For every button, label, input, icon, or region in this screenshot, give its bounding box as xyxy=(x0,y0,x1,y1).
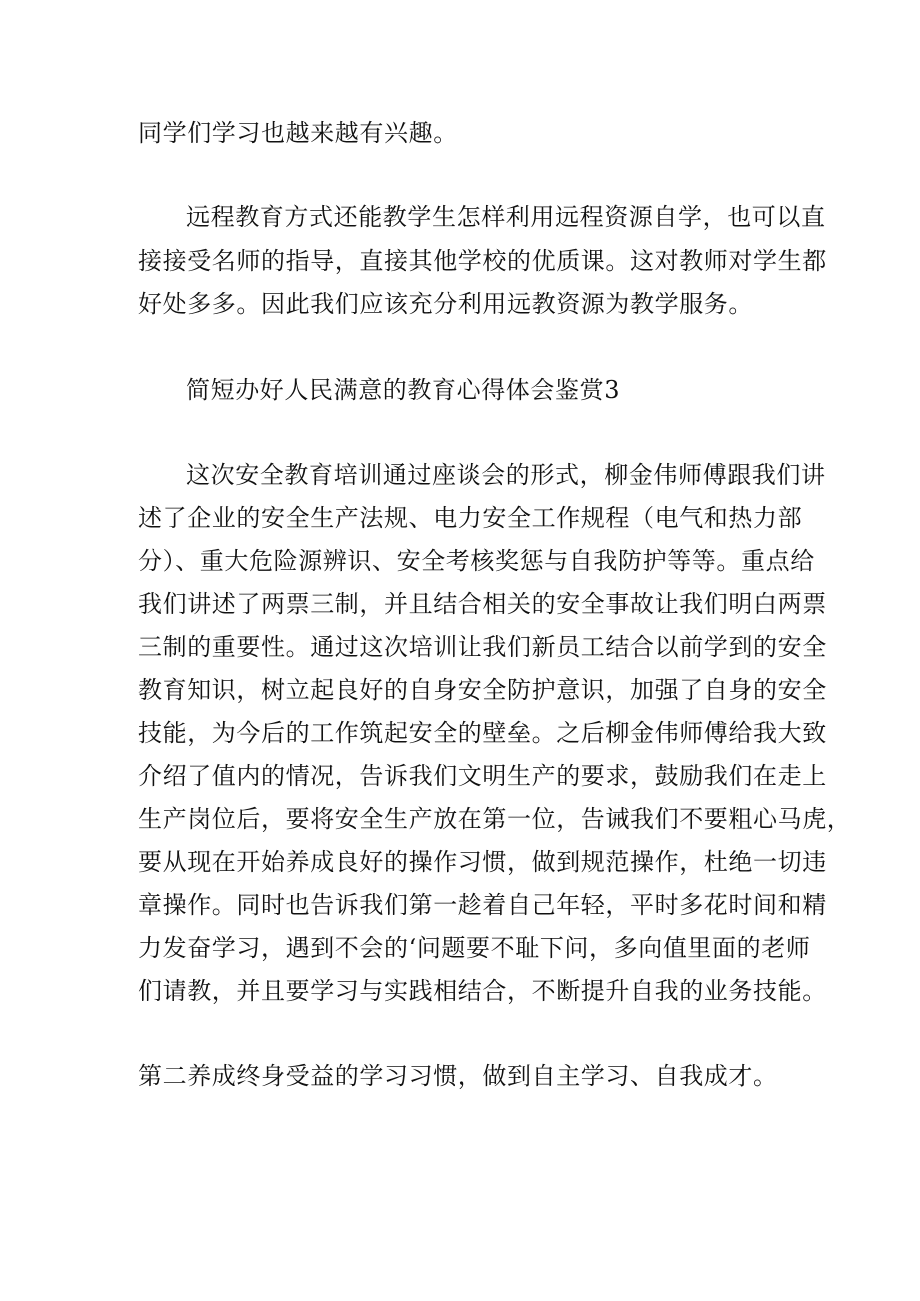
paragraph-line: 教育知识，树立起良好的自身安全防护意识，加强了自身的安全 xyxy=(138,676,827,704)
paragraph-line: 要从现在开始养成良好的操作习惯，做到规范操作，杜绝一切违 xyxy=(138,848,827,876)
paragraph-line: 好处多多。因此我们应该充分利用远教资源为教学服务。 xyxy=(138,290,753,318)
paragraph-line: 三制的重要性。通过这次培训让我们新员工结合以前学到的安全 xyxy=(138,633,827,661)
paragraph-line: 生产岗位后，要将安全生产放在第一位，告诫我们不要粗心马虎， xyxy=(138,805,852,833)
paragraph-line: 接接受名师的指导，直接其他学校的优质课。这对教师对学生都 xyxy=(138,247,827,275)
paragraph-line: 章操作。同时也告诉我们第一趁着自己年轻，平时多花时间和精 xyxy=(138,891,827,919)
paragraph-line: 述了企业的安全生产法规、电力安全工作规程（电气和热力部 xyxy=(138,504,803,532)
paragraph-line: 介绍了值内的情况，告诉我们文明生产的要求，鼓励我们在走上 xyxy=(138,762,827,790)
section-heading: 简短办好人民满意的教育心得体会鉴赏3 xyxy=(186,376,621,404)
paragraph-line: 这次安全教育培训通过座谈会的形式，柳金伟师傅跟我们讲 xyxy=(186,461,826,489)
paragraph-line: 技能，为今后的工作筑起安全的壁垒。之后柳金伟师傅给我大致 xyxy=(138,719,827,747)
paragraph-line: 力发奋学习，遇到不会的‘问题要不耻下问，多向值里面的老师 xyxy=(138,934,811,962)
paragraph-line: 同学们学习也越来越有兴趣。 xyxy=(138,119,458,147)
paragraph-line: 们请教，并且要学习与实践相结合，不断提升自我的业务技能。 xyxy=(138,977,827,1005)
paragraph-line: 我们讲述了两票三制，并且结合相关的安全事故让我们明白两票 xyxy=(138,590,827,618)
paragraph-line: 远程教育方式还能教学生怎样利用远程资源自学，也可以直 xyxy=(186,203,826,231)
paragraph-line: 第二养成终身受益的学习习惯，做到自主学习、自我成才。 xyxy=(138,1062,778,1090)
paragraph-line: 分）、重大危险源辨识、安全考核奖惩与自我防护等等。重点给 xyxy=(138,547,815,575)
